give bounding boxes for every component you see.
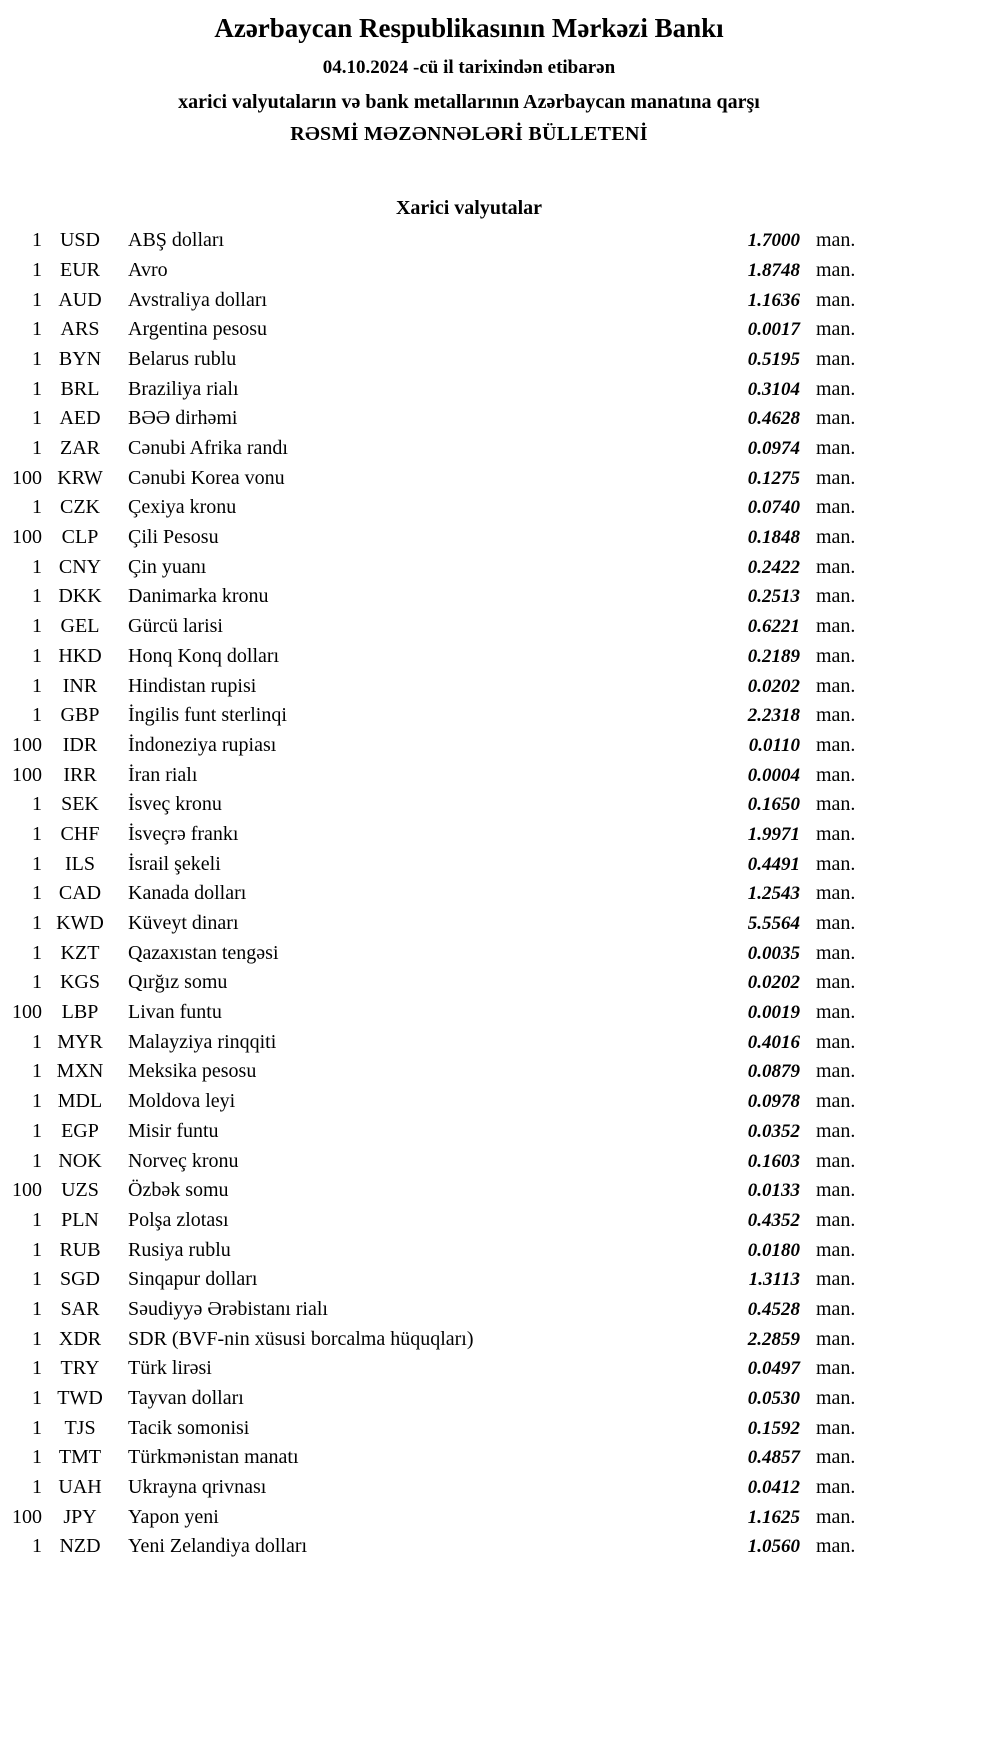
rate-row bbox=[10, 582, 862, 612]
rate-unit-label: man. bbox=[816, 437, 856, 459]
rate-unit-label: man. bbox=[816, 882, 856, 905]
currency-code: MDL bbox=[57, 1090, 103, 1113]
currency-name: Danimarka kronu bbox=[128, 585, 269, 608]
currency-code: IRR bbox=[63, 763, 97, 786]
rate-quantity: 1 bbox=[32, 1090, 42, 1113]
rate-unit-label: man. bbox=[816, 1416, 856, 1439]
rate-value: 0.4016 bbox=[747, 1031, 800, 1053]
currency-code: CLP bbox=[61, 526, 99, 549]
currency-name: Moldova leyi bbox=[128, 1090, 236, 1113]
rate-value: 1.7000 bbox=[747, 230, 800, 252]
rate-unit-label: man. bbox=[816, 1179, 856, 1202]
currency-code: RUB bbox=[59, 1238, 101, 1261]
currency-name: SDR (BVF-nin xüsusi borcalma hüquqları) bbox=[128, 1327, 474, 1350]
rate-value: 1.1636 bbox=[747, 289, 800, 311]
rate-quantity: 1 bbox=[32, 1357, 42, 1380]
rate-quantity: 1 bbox=[32, 1387, 42, 1409]
currency-code: USD bbox=[59, 229, 100, 252]
currency-code: TJS bbox=[64, 1416, 96, 1439]
currency-name: Belarus rublu bbox=[128, 347, 237, 370]
currency-name: Qırğız somu bbox=[128, 971, 228, 994]
currency-code: GBP bbox=[60, 704, 100, 727]
rate-quantity: 1 bbox=[32, 941, 42, 964]
rate-row bbox=[10, 286, 862, 316]
currency-code: CAD bbox=[58, 882, 102, 905]
currency-name: İsrail şekeli bbox=[128, 852, 221, 875]
rate-value: 1.8748 bbox=[747, 259, 800, 281]
currency-code: DKK bbox=[58, 585, 102, 608]
rate-row bbox=[10, 909, 862, 939]
currency-name: Gürcü larisi bbox=[128, 615, 223, 638]
currency-name: Misir funtu bbox=[128, 1119, 219, 1142]
rate-value: 0.0978 bbox=[747, 1091, 800, 1113]
currency-name: İndoneziya rupiası bbox=[128, 733, 277, 756]
rate-value: 0.4528 bbox=[747, 1298, 800, 1320]
rate-quantity: 1 bbox=[32, 1476, 42, 1499]
rate-unit-label: man. bbox=[816, 526, 856, 549]
rate-unit-label: man. bbox=[816, 793, 856, 816]
rate-quantity: 1 bbox=[32, 258, 42, 281]
currency-name: Braziliya rialı bbox=[128, 377, 239, 400]
rate-value: 1.3113 bbox=[748, 1269, 800, 1291]
currency-name: Özbək somu bbox=[128, 1179, 229, 1202]
rate-row bbox=[10, 493, 862, 523]
rate-row bbox=[10, 553, 862, 583]
rate-quantity: 1 bbox=[32, 1268, 42, 1291]
currency-code: MYR bbox=[57, 1030, 103, 1053]
rate-unit-label: man. bbox=[816, 1119, 856, 1142]
rate-value: 0.0110 bbox=[748, 734, 800, 756]
rate-value: 0.4857 bbox=[747, 1447, 800, 1469]
rate-quantity: 1 bbox=[32, 407, 42, 430]
rate-unit-label: man. bbox=[816, 644, 856, 667]
rate-quantity: 1 bbox=[32, 377, 42, 400]
currency-name: Polşa zlotası bbox=[128, 1208, 229, 1231]
rate-unit-label: man. bbox=[816, 1297, 856, 1320]
rate-row bbox=[10, 672, 862, 702]
rate-row bbox=[10, 1147, 862, 1177]
currency-code: PLN bbox=[61, 1208, 99, 1231]
rate-value: 0.0497 bbox=[747, 1358, 800, 1380]
rate-value: 0.1650 bbox=[747, 794, 800, 816]
rate-value: 0.0879 bbox=[747, 1061, 800, 1083]
rate-row bbox=[10, 761, 862, 791]
rate-unit-label: man. bbox=[816, 1268, 856, 1291]
rate-unit-label: man. bbox=[816, 585, 856, 608]
currency-code: SEK bbox=[61, 793, 99, 816]
currency-code: EGP bbox=[61, 1119, 99, 1142]
rate-quantity: 1 bbox=[32, 793, 42, 816]
rate-value: 0.1848 bbox=[747, 527, 800, 549]
rate-unit-label: man. bbox=[816, 1446, 856, 1469]
rate-quantity: 100 bbox=[12, 733, 42, 756]
rate-quantity: 1 bbox=[32, 1297, 42, 1320]
currency-name: ABŞ dolları bbox=[128, 229, 225, 252]
currency-name: Səudiyyə Ərəbistanı rialı bbox=[128, 1297, 328, 1320]
rate-unit-label: man. bbox=[816, 1149, 856, 1172]
rate-value: 0.2189 bbox=[747, 645, 800, 667]
rate-unit-label: man. bbox=[816, 1505, 856, 1528]
rate-value: 0.4352 bbox=[747, 1209, 800, 1231]
rate-value: 0.2422 bbox=[747, 556, 800, 578]
rate-value: 0.3104 bbox=[747, 378, 800, 400]
rate-row bbox=[10, 998, 862, 1028]
currency-code: KWD bbox=[56, 912, 104, 934]
rate-quantity: 1 bbox=[32, 1327, 42, 1350]
rate-unit-label: man. bbox=[816, 1327, 856, 1350]
currency-code: NOK bbox=[58, 1149, 102, 1172]
rate-quantity: 1 bbox=[32, 1030, 42, 1053]
rate-quantity: 1 bbox=[32, 347, 42, 370]
rate-quantity: 1 bbox=[32, 1060, 42, 1083]
rate-unit-label: man. bbox=[816, 288, 856, 311]
rate-row bbox=[10, 1532, 862, 1562]
rate-unit-label: man. bbox=[816, 822, 856, 845]
currency-name: Kanada dolları bbox=[128, 882, 247, 905]
rate-unit-label: man. bbox=[816, 1476, 856, 1499]
rate-value: 2.2318 bbox=[747, 705, 800, 727]
rate-unit-label: man. bbox=[816, 347, 856, 370]
rate-quantity: 1 bbox=[32, 912, 42, 934]
rate-quantity: 1 bbox=[32, 882, 42, 905]
currency-code: ZAR bbox=[60, 437, 100, 459]
currency-name: Norveç kronu bbox=[128, 1149, 239, 1172]
currency-name: Hindistan rupisi bbox=[128, 674, 257, 697]
rate-value: 0.2513 bbox=[747, 586, 800, 608]
rate-unit-label: man. bbox=[816, 852, 856, 875]
rate-quantity: 1 bbox=[32, 644, 42, 667]
rate-value: 0.0004 bbox=[747, 764, 800, 786]
rate-row bbox=[10, 315, 862, 345]
rate-unit-label: man. bbox=[816, 674, 856, 697]
currency-name: Livan funtu bbox=[128, 1001, 222, 1024]
currency-name: Türk lirəsi bbox=[128, 1357, 212, 1380]
currency-code: MXN bbox=[56, 1060, 104, 1083]
currency-code: IDR bbox=[62, 733, 98, 756]
currency-code: BYN bbox=[58, 347, 102, 370]
bulletin-name: RƏSMİ MƏZƏNNƏLƏRİ BÜLLETENİ bbox=[290, 123, 648, 146]
rate-row bbox=[10, 1473, 862, 1503]
rate-row bbox=[10, 1295, 862, 1325]
currency-code: LBP bbox=[61, 1001, 99, 1024]
currency-name: Küveyt dinarı bbox=[128, 912, 239, 934]
currency-code: INR bbox=[62, 674, 98, 697]
rate-row bbox=[10, 1057, 862, 1087]
currency-name: Cənubi Korea vonu bbox=[128, 466, 285, 489]
currency-name: Yapon yeni bbox=[128, 1505, 219, 1528]
rate-quantity: 100 bbox=[12, 763, 42, 786]
currency-code: UAH bbox=[58, 1476, 102, 1499]
rate-unit-label: man. bbox=[816, 1357, 856, 1380]
rate-value: 0.0180 bbox=[747, 1239, 800, 1261]
rate-row bbox=[10, 256, 862, 286]
currency-code: TRY bbox=[60, 1357, 100, 1380]
currency-name: Tayvan dolları bbox=[128, 1387, 244, 1409]
rate-quantity: 100 bbox=[12, 1179, 42, 1202]
rate-row bbox=[10, 879, 862, 909]
rate-unit-label: man. bbox=[816, 1001, 856, 1024]
rate-quantity: 1 bbox=[32, 1119, 42, 1142]
currency-code: JPY bbox=[63, 1505, 97, 1528]
rate-value: 0.1275 bbox=[747, 467, 800, 489]
currency-name: Tacik somonisi bbox=[128, 1416, 250, 1439]
rate-unit-label: man. bbox=[816, 912, 856, 934]
currency-code: CHF bbox=[60, 822, 100, 845]
rate-row bbox=[10, 701, 862, 731]
rate-unit-label: man. bbox=[816, 496, 856, 519]
rate-row bbox=[10, 968, 862, 998]
rate-row bbox=[10, 1325, 862, 1355]
currency-name: Çin yuanı bbox=[128, 555, 207, 578]
rate-value: 0.0035 bbox=[747, 942, 800, 964]
rate-quantity: 100 bbox=[12, 1001, 42, 1024]
effective-date-line: 04.10.2024 -cü il tarixindən etibarən bbox=[322, 57, 616, 79]
rate-value: 1.2543 bbox=[747, 883, 800, 905]
currency-name: BƏƏ dirhəmi bbox=[128, 407, 238, 430]
currency-code: BRL bbox=[60, 377, 100, 400]
rate-row bbox=[10, 820, 862, 850]
page-title: Azərbaycan Respublikasının Mərkəzi Bankı bbox=[214, 13, 724, 43]
currency-code: AED bbox=[59, 407, 101, 430]
rate-value: 0.0974 bbox=[747, 438, 800, 459]
rate-row bbox=[10, 1117, 862, 1147]
rate-quantity: 1 bbox=[32, 555, 42, 578]
rate-unit-label: man. bbox=[816, 466, 856, 489]
rate-unit-label: man. bbox=[816, 733, 856, 756]
rate-unit-label: man. bbox=[816, 763, 856, 786]
currency-code: ARS bbox=[60, 318, 100, 341]
rate-unit-label: man. bbox=[816, 1030, 856, 1053]
rate-row bbox=[10, 1176, 862, 1206]
rate-row bbox=[10, 939, 862, 969]
rate-value: 0.0412 bbox=[747, 1477, 800, 1499]
rate-row bbox=[10, 226, 862, 256]
rate-row bbox=[10, 404, 862, 434]
rate-value: 0.6221 bbox=[747, 616, 800, 638]
rate-row bbox=[10, 345, 862, 375]
rate-row bbox=[10, 464, 862, 494]
rate-quantity: 1 bbox=[32, 318, 42, 341]
rate-row bbox=[10, 434, 862, 464]
rate-quantity: 1 bbox=[32, 1208, 42, 1231]
rate-unit-label: man. bbox=[816, 1060, 856, 1083]
currency-name: Sinqapur dolları bbox=[128, 1268, 258, 1291]
rate-value: 0.0017 bbox=[747, 319, 800, 341]
rate-row bbox=[10, 1414, 862, 1444]
rate-unit-label: man. bbox=[816, 1387, 856, 1409]
currency-name: İran rialı bbox=[128, 763, 198, 786]
rate-row bbox=[10, 642, 862, 672]
section-title-foreign-currencies: Xarici valyutalar bbox=[395, 197, 543, 220]
rate-value: 0.0019 bbox=[747, 1002, 800, 1024]
subtitle-line: xarici valyutaların və bank metallarının Azərbaycan manatına qarşı bbox=[178, 91, 760, 114]
rate-value: 2.2859 bbox=[747, 1328, 800, 1350]
rate-quantity: 1 bbox=[32, 1446, 42, 1469]
rate-unit-label: man. bbox=[816, 971, 856, 994]
currency-name: İsveç kronu bbox=[128, 793, 222, 816]
currency-name: İngilis funt sterlinqi bbox=[128, 704, 287, 727]
rate-quantity: 1 bbox=[32, 1149, 42, 1172]
currency-code: KGS bbox=[59, 971, 100, 994]
currency-code: TMT bbox=[58, 1446, 102, 1469]
currency-name: Argentina pesosu bbox=[128, 318, 268, 341]
currency-code: UZS bbox=[61, 1179, 99, 1202]
rate-row bbox=[10, 1028, 862, 1058]
rate-row bbox=[10, 1384, 862, 1414]
rate-row bbox=[10, 790, 862, 820]
currency-code: HKD bbox=[58, 644, 102, 667]
rate-value: 0.0740 bbox=[747, 497, 800, 519]
rate-row bbox=[10, 1087, 862, 1117]
rate-row bbox=[10, 375, 862, 405]
currency-code: TWD bbox=[57, 1387, 103, 1409]
currency-name: Cənubi Afrika randı bbox=[128, 437, 288, 459]
rate-unit-label: man. bbox=[816, 941, 856, 964]
rate-quantity: 1 bbox=[32, 615, 42, 638]
currency-code: AUD bbox=[58, 288, 102, 311]
currency-name: Malayziya rinqqiti bbox=[128, 1030, 277, 1053]
rate-quantity: 1 bbox=[32, 852, 42, 875]
rate-value: 0.0202 bbox=[747, 675, 800, 697]
currency-code: CNY bbox=[58, 555, 102, 578]
rate-unit-label: man. bbox=[816, 1208, 856, 1231]
currency-code: KZT bbox=[60, 941, 100, 964]
rate-value: 0.1603 bbox=[747, 1150, 800, 1172]
rate-value: 0.4491 bbox=[747, 853, 800, 875]
rate-quantity: 1 bbox=[32, 822, 42, 845]
rate-value: 0.4628 bbox=[747, 408, 800, 430]
rate-unit-label: man. bbox=[816, 229, 856, 252]
rate-unit-label: man. bbox=[816, 258, 856, 281]
rate-row bbox=[10, 523, 862, 553]
rate-unit-label: man. bbox=[816, 555, 856, 578]
currency-code: XDR bbox=[58, 1327, 102, 1350]
rate-unit-label: man. bbox=[816, 704, 856, 727]
currency-name: Ukrayna qrivnası bbox=[128, 1476, 267, 1499]
currency-code: SAR bbox=[60, 1297, 100, 1320]
rate-value: 1.1625 bbox=[747, 1506, 800, 1528]
rate-quantity: 1 bbox=[32, 1238, 42, 1261]
rate-row bbox=[10, 1354, 862, 1384]
rate-quantity: 1 bbox=[32, 585, 42, 608]
currency-code: GEL bbox=[60, 615, 100, 638]
rate-unit-label: man. bbox=[816, 1090, 856, 1113]
rate-unit-label: man. bbox=[816, 377, 856, 400]
currency-code: NZD bbox=[59, 1535, 101, 1558]
rate-row bbox=[10, 850, 862, 880]
currency-code: SGD bbox=[59, 1268, 100, 1291]
currency-code: EUR bbox=[60, 258, 100, 281]
currency-name: Rusiya rublu bbox=[128, 1238, 231, 1261]
rate-quantity: 1 bbox=[32, 704, 42, 727]
rate-value: 0.0530 bbox=[747, 1388, 800, 1409]
exchange-rates-table bbox=[10, 226, 862, 1562]
rate-quantity: 100 bbox=[12, 1505, 42, 1528]
rate-quantity: 1 bbox=[32, 1535, 42, 1558]
currency-name: Yeni Zelandiya dolları bbox=[128, 1535, 308, 1558]
rate-quantity: 1 bbox=[32, 437, 42, 459]
rate-quantity: 1 bbox=[32, 1416, 42, 1439]
rate-unit-label: man. bbox=[816, 1535, 856, 1558]
currency-name: Avstraliya dolları bbox=[128, 288, 268, 311]
rate-quantity: 1 bbox=[32, 496, 42, 519]
rate-value: 0.0352 bbox=[747, 1120, 800, 1142]
currency-code: CZK bbox=[60, 496, 100, 519]
rate-row bbox=[10, 1236, 862, 1266]
rate-value: 0.0133 bbox=[747, 1180, 800, 1202]
rate-value: 0.0202 bbox=[747, 972, 800, 994]
rate-row bbox=[10, 1503, 862, 1533]
rate-row bbox=[10, 731, 862, 761]
rate-quantity: 1 bbox=[32, 288, 42, 311]
rate-quantity: 100 bbox=[12, 526, 42, 549]
currency-name: Türkmənistan manatı bbox=[128, 1446, 299, 1469]
rate-value: 1.9971 bbox=[747, 823, 800, 845]
currency-name: Çili Pesosu bbox=[128, 526, 219, 549]
currency-name: İsveçrə frankı bbox=[128, 822, 239, 845]
rate-quantity: 1 bbox=[32, 674, 42, 697]
rate-value: 5.5564 bbox=[747, 913, 800, 934]
currency-name: Honq Konq dolları bbox=[128, 644, 280, 667]
rate-unit-label: man. bbox=[816, 407, 856, 430]
rate-unit-label: man. bbox=[816, 1238, 856, 1261]
currency-name: Meksika pesosu bbox=[128, 1060, 257, 1083]
rate-quantity: 1 bbox=[32, 229, 42, 252]
currency-name: Avro bbox=[128, 258, 168, 281]
rate-row bbox=[10, 1443, 862, 1473]
rate-value: 0.1592 bbox=[747, 1417, 800, 1439]
rate-quantity: 100 bbox=[12, 466, 42, 489]
currency-code: KRW bbox=[57, 466, 103, 489]
rate-quantity: 1 bbox=[32, 971, 42, 994]
rate-value: 1.0560 bbox=[747, 1536, 800, 1558]
rate-unit-label: man. bbox=[816, 318, 856, 341]
rate-row bbox=[10, 1265, 862, 1295]
rate-row bbox=[10, 1206, 862, 1236]
currency-name: Qazaxıstan tengəsi bbox=[128, 941, 279, 964]
currency-name: Çexiya kronu bbox=[128, 496, 237, 519]
rate-row bbox=[10, 612, 862, 642]
currency-code: ILS bbox=[65, 852, 95, 875]
rate-value: 0.5195 bbox=[747, 348, 800, 370]
rate-unit-label: man. bbox=[816, 615, 856, 638]
